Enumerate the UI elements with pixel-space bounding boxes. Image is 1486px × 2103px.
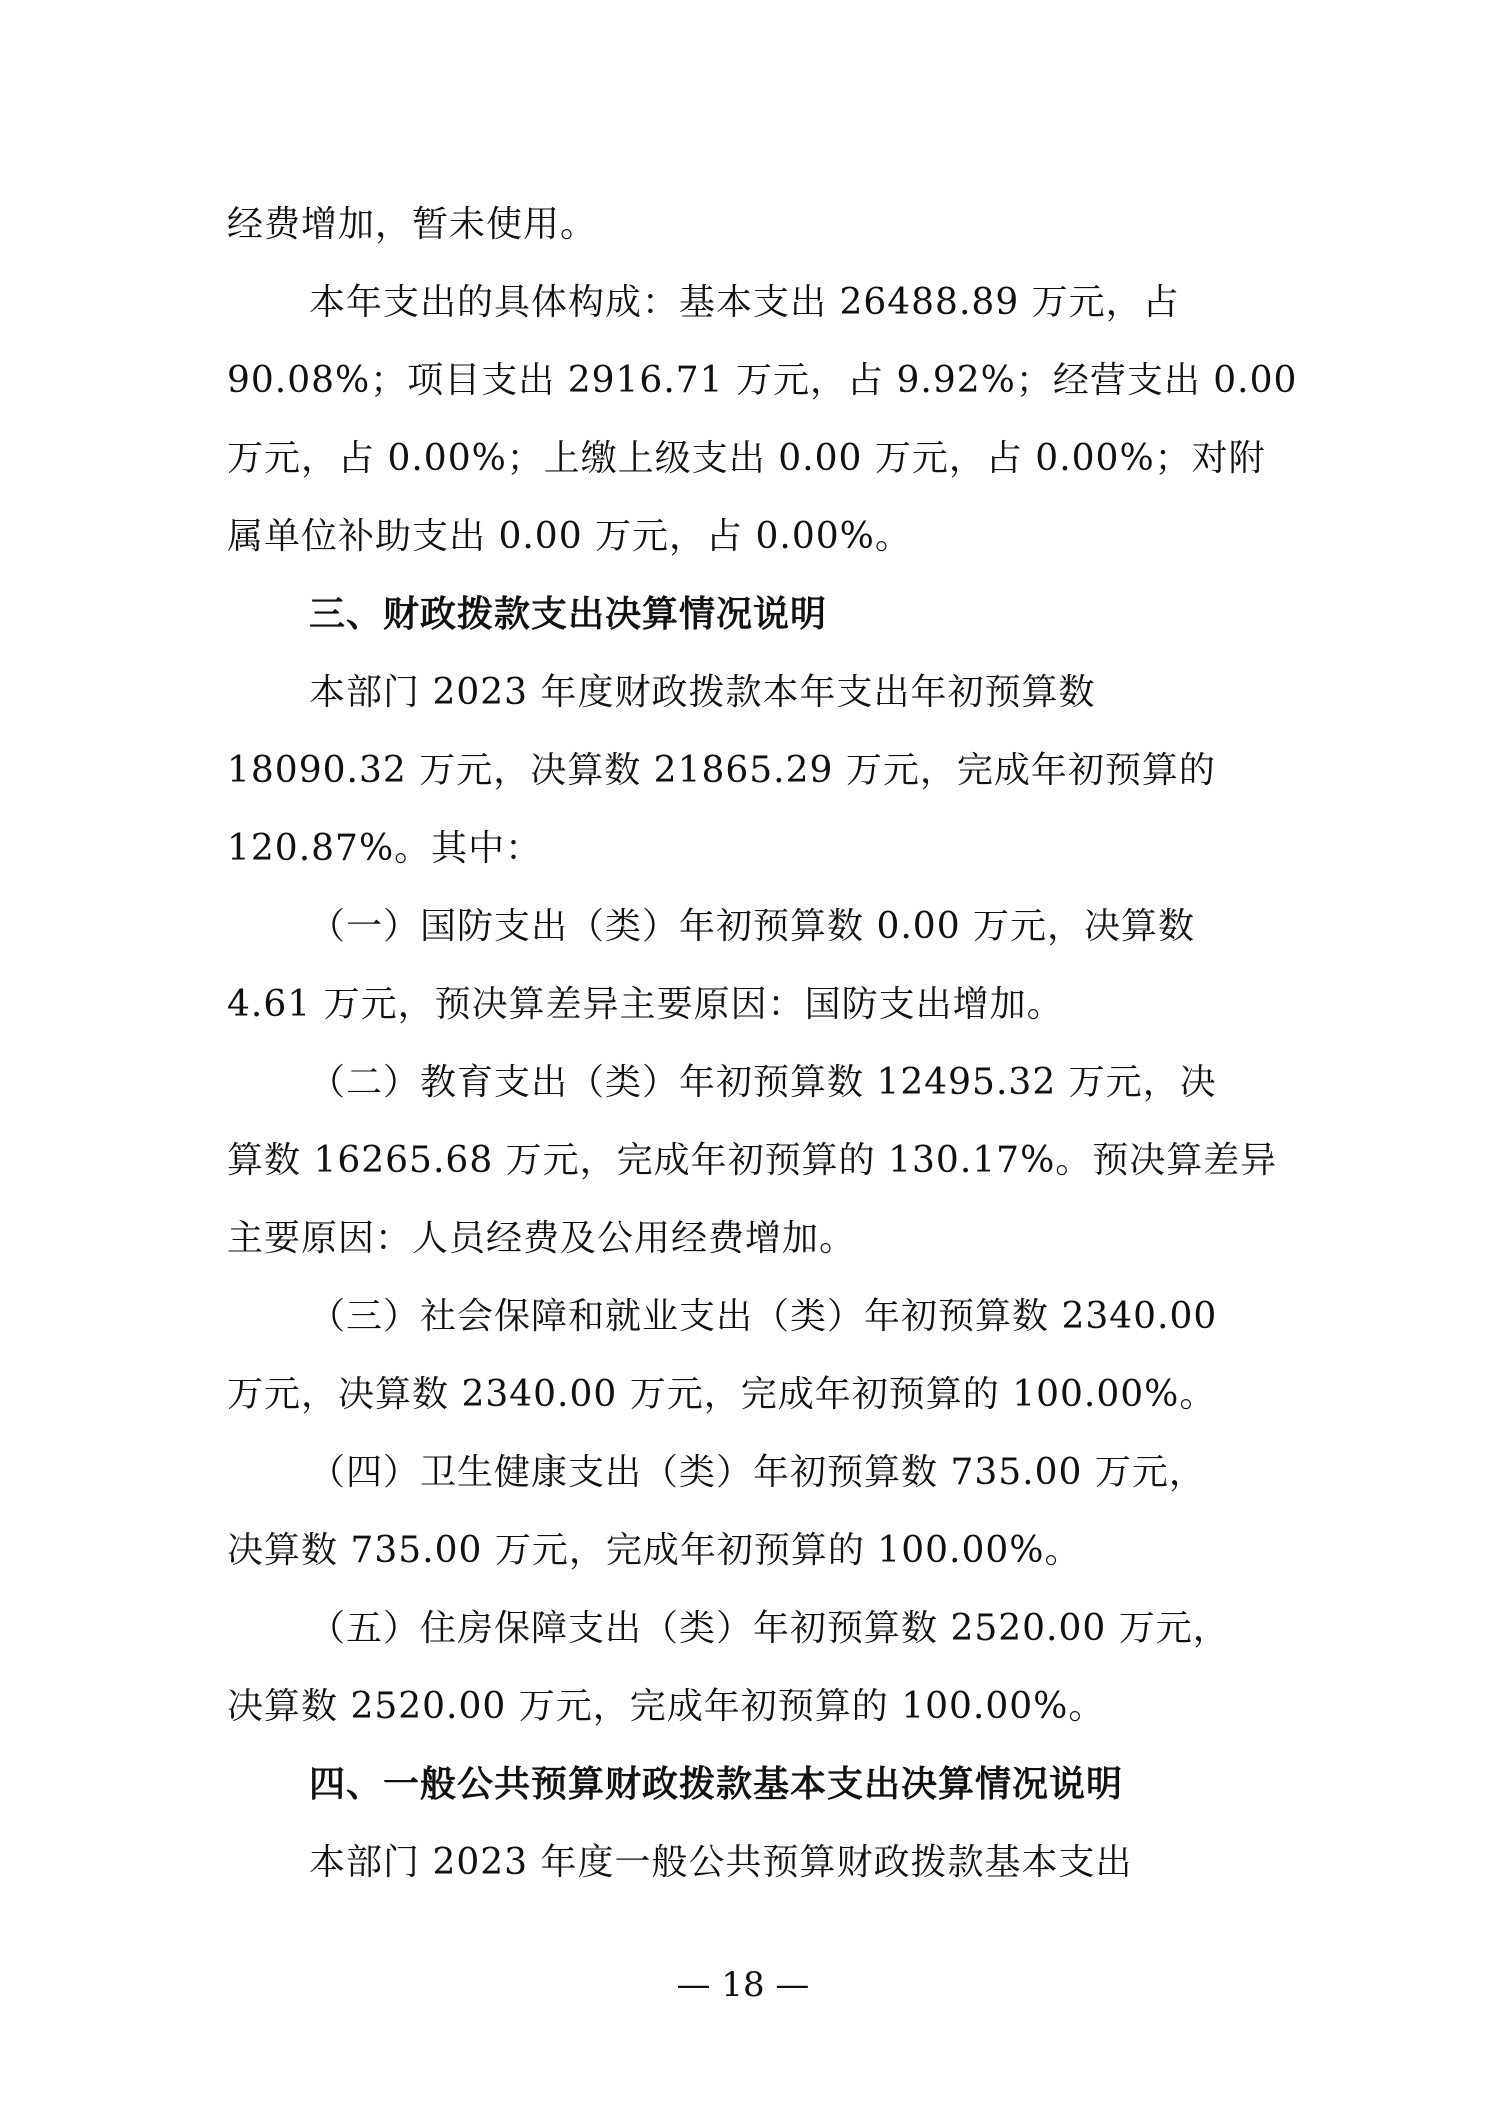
text-line: 90.08%；项目支出 2916.71 万元，占 9.92%；经营支出 0.00 (227, 360, 1298, 401)
text-line: 算数 16265.68 万元，完成年初预算的 130.17%。预决算差异 (227, 1140, 1278, 1181)
text-line: 属单位补助支出 0.00 万元，占 0.00%。 (227, 516, 912, 557)
text-line: 决算数 735.00 万元，完成年初预算的 100.00%。 (227, 1530, 1082, 1571)
text-line: （一）国防支出（类）年初预算数 0.00 万元，决算数 (309, 906, 1196, 947)
text-line: （五）住房保障支出（类）年初预算数 2520.00 万元， (309, 1608, 1230, 1649)
text-line: 主要原因：人员经费及公用经费增加。 (227, 1218, 857, 1259)
page-number: — 18 — (676, 1965, 810, 2005)
text-line: 18090.32 万元，决算数 21865.29 万元，完成年初预算的 (227, 750, 1216, 791)
text-line: 本年支出的具体构成：基本支出 26488.89 万元，占 (309, 282, 1180, 323)
section-heading: 三、财政拨款支出决算情况说明 (309, 594, 828, 635)
text-line: 本部门 2023 年度一般公共预算财政拨款基本支出 (309, 1842, 1133, 1883)
document-body (227, 186, 1298, 1902)
text-line: 万元，决算数 2340.00 万元，完成年初预算的 100.00%。 (227, 1374, 1217, 1415)
text-line: 万元，占 0.00%；上缴上级支出 0.00 万元，占 0.00%；对附 (227, 438, 1266, 479)
section-heading: 四、一般公共预算财政拨款基本支出决算情况说明 (309, 1764, 1124, 1805)
text-line: 决算数 2520.00 万元，完成年初预算的 100.00%。 (227, 1686, 1106, 1727)
text-line: （四）卫生健康支出（类）年初预算数 735.00 万元， (309, 1452, 1206, 1493)
text-line: （三）社会保障和就业支出（类）年初预算数 2340.00 (309, 1296, 1218, 1337)
text-line: （二）教育支出（类）年初预算数 12495.32 万元，决 (309, 1062, 1217, 1103)
text-line: 本部门 2023 年度财政拨款本年支出年初预算数 (309, 672, 1096, 713)
text-line: 4.61 万元，预决算差异主要原因：国防支出增加。 (227, 984, 1064, 1025)
text-line: 经费增加，暂未使用。 (227, 204, 598, 245)
text-line: 120.87%。其中： (227, 828, 543, 869)
